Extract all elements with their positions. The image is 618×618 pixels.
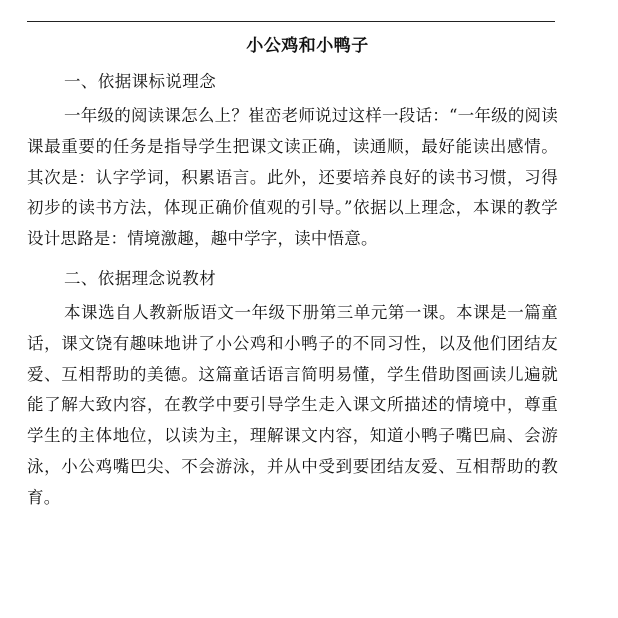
- section-heading-2: 二、依据理念说教材: [64, 268, 217, 288]
- document-title: 小公鸡和小鸭子: [246, 36, 369, 56]
- section-paragraph-2: 本课选自人教新版语文一年级下册第三单元第一课。本课是一篇童话，课文饶有趣味地讲了小公鸡和小鸭子的不同习性，以及他们团结友爱、互相帮助的美德。这篇童话语言简明易懂，学生借助图画读儿遍就能了解大致内容，在教学中要引导学生走入课文所描述的情境中，尊重学生的主体地位，以读为主，理解课文内容，知道小鸭子嘴巴扁、会游泳，小公鸡嘴巴尖、不会游泳，并从中受到要团结友爱、互相帮助的教育。: [27, 302, 558, 507]
- section-paragraph-1: 一年级的阅读课怎么上？崔峦老师说过这样一段话：“一年级的阅读课最重要的任务是指导学生把课文读正确，读通顺，最好能读出感情。其次是：认字学词，积累语言。此外，还要培养良好的读书习惯，习得初步的读书方法，体现正确价值观的引导。”依据以上理念，本课的教学设计思路是：情境激趣，趣中学字，读中悟意。: [27, 106, 558, 249]
- section-heading-1: 一、依据课标说理念: [64, 72, 217, 91]
- document-page: [27, 32, 558, 514]
- header-rule: [27, 21, 555, 22]
